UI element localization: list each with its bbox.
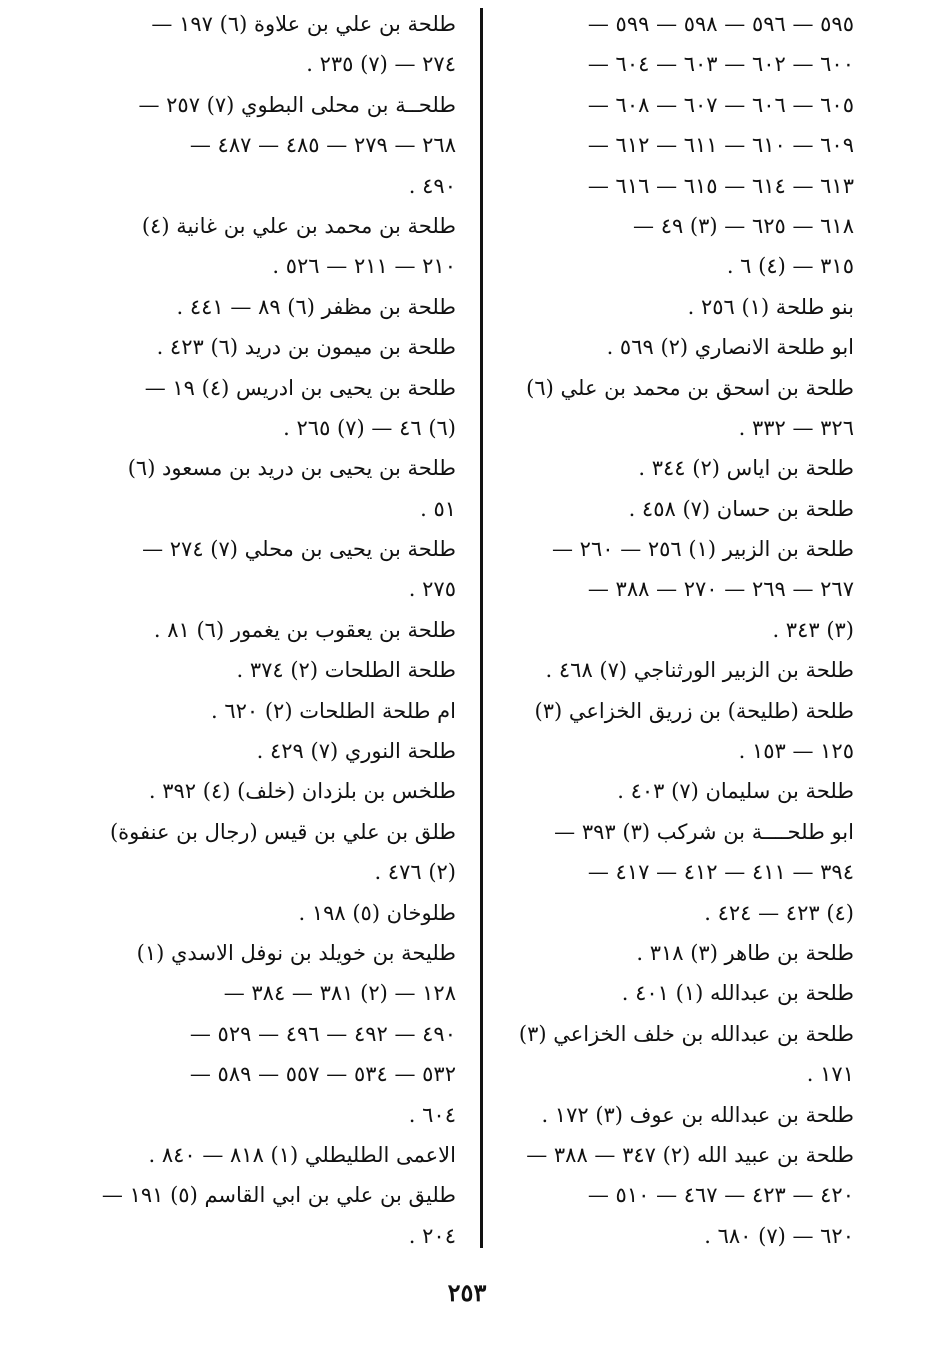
index-line: طلحة بن اسحق بن محمد بن علي (٦) <box>526 375 854 400</box>
index-line: (٤) ٤٢٣ — ٤٢٤ . <box>704 900 854 925</box>
index-line: ابو طلحــــة بن شركب (٣) ٣٩٣ — <box>554 819 854 844</box>
index-line: طلحة بن علي بن علاوة (٦) ١٩٧ — <box>151 12 456 36</box>
column-divider <box>480 8 483 1248</box>
index-line: طلحة بن سليمان (٧) ٤٠٣ . <box>617 779 854 804</box>
index-line: ٢٧٥ . <box>408 577 456 602</box>
index-line: طلحــة بن محلى البطوي (٧) ٢٥٧ — <box>138 92 456 117</box>
index-line: بنو طلحة (١) ٢٥٦ . <box>687 294 854 319</box>
index-line: ٤٢٠ — ٤٢٣ — ٤٦٧ — ٥١٠ — <box>587 1183 854 1208</box>
index-line: ٣١٥ — (٤) ٦ . <box>726 254 854 279</box>
index-line: طلحة بن يحيى بن دريد بن مسعود (٦) <box>127 456 456 481</box>
index-line: ابو طلحة الانصاري (٢) ٥٦٩ . <box>606 335 854 360</box>
index-line: طلحة بن عبيد الله (٢) ٣٤٧ — ٣٨٨ — <box>526 1142 854 1167</box>
index-line: طلحة بن يعقوب بن يغمور (٦) ٨١ . <box>153 617 456 642</box>
index-line: ٦٢٠ — (٧) ٦٨٠ . <box>704 1223 854 1248</box>
index-line: ٢٧٤ — (٧) ٢٣٥ . <box>306 52 456 77</box>
index-line: طلحة الطلحات (٢) ٣٧٤ . <box>236 658 456 683</box>
index-line: ٤٩٠ — ٤٩٢ — ٤٩٦ — ٥٢٩ — <box>189 1021 456 1046</box>
index-line: ٦٠٥ — ٦٠٦ — ٦٠٧ — ٦٠٨ — <box>587 92 854 117</box>
index-line: ١٢٥ — ١٥٣ . <box>738 739 854 764</box>
index-line: طلحة بن عبدالله (١) ٤٠١ . <box>621 981 854 1006</box>
index-line: طلحة بن الزبير (١) ٢٥٦ — ٢٦٠ — <box>551 537 854 562</box>
index-line: (٣) ٣٤٣ . <box>772 617 854 642</box>
index-line: ٣٢٦ — ٣٣٢ . <box>738 415 854 440</box>
index-line: طلخس بن بلزدان (خلف) (٤) ٣٩٢ . <box>148 779 456 804</box>
index-line: ١٢٨ — (٢) ٣٨١ — ٣٨٤ — <box>223 981 456 1006</box>
index-line: ٦١٣ — ٦١٤ — ٦١٥ — ٦١٦ — <box>587 173 854 198</box>
index-line: طلحة بن حسان (٧) ٤٥٨ . <box>628 496 854 521</box>
right-index-column <box>484 4 854 1256</box>
index-line: طلحة (طليحة) بن زريق الخزاعي (٣) <box>534 698 854 723</box>
index-line: الاعمى الطليطلي (١) ٨١٨ — ٨٤٠ . <box>148 1142 456 1167</box>
index-line: ٥٩٥ — ٥٩٦ — ٥٩٨ — ٥٩٩ — <box>587 12 854 36</box>
left-index-column <box>86 4 456 1256</box>
index-line: طلحة النوري (٧) ٤٢٩ . <box>256 739 456 764</box>
index-line: طلحة بن يحيى بن ادريس (٤) ١٩ — <box>144 375 456 400</box>
index-line: ام طلحة الطلحات (٢) ٦٢٠ . <box>210 698 456 723</box>
index-line: ٦٠٩ — ٦١٠ — ٦١١ — ٦١٢ — <box>587 133 854 158</box>
index-line: ٢٦٧ — ٢٦٩ — ٢٧٠ — ٣٨٨ — <box>587 577 854 602</box>
index-line: طلحة بن اياس (٢) ٣٤٤ . <box>638 456 854 481</box>
index-line: طلحة بن الزبير الورثناجي (٧) ٤٦٨ . <box>545 658 854 683</box>
index-line: ٢١٠ — ٢١١ — ٥٢٦ . <box>272 254 456 279</box>
index-line: طلحة بن طاهر (٣) ٣١٨ . <box>636 940 854 965</box>
index-line: طلحة بن ميمون بن دريد (٦) ٤٢٣ . <box>156 335 456 360</box>
index-line: طلق بن علي بن قيس (رجال بن عنفوة) <box>109 819 456 844</box>
index-line: ٥١ . <box>420 496 456 521</box>
index-line: طليحة بن خويلد بن نوفل الاسدي (١) <box>136 940 456 965</box>
index-line: ٦٠٠ — ٦٠٢ — ٦٠٣ — ٦٠٤ — <box>587 52 854 77</box>
index-line: ٢٠٤ . <box>408 1223 456 1248</box>
index-line: ٣٩٤ — ٤١١ — ٤١٢ — ٤١٧ — <box>587 860 854 885</box>
index-line: طلحة بن عبدالله بن عوف (٣) ١٧٢ . <box>541 1102 854 1127</box>
index-line: ٢٦٨ — ٢٧٩ — ٤٨٥ — ٤٨٧ — <box>189 133 456 158</box>
index-line: ٥٣٢ — ٥٣٤ — ٥٥٧ — ٥٨٩ — <box>189 1062 456 1087</box>
index-line: طليق بن علي بن ابي القاسم (٥) ١٩١ — <box>101 1183 456 1208</box>
page-number: ٢٥٣ <box>447 1278 487 1307</box>
index-line: ٦٠٤ . <box>408 1102 456 1127</box>
index-line: طلحة بن عبدالله بن خلف الخزاعي (٣) <box>518 1021 854 1046</box>
index-line: طلحة بن يحيى بن محلي (٧) ٢٧٤ — <box>142 537 456 562</box>
index-line: ١٧١ . <box>806 1062 854 1087</box>
index-line: طلحة بن مظفر (٦) ٨٩ — ٤٤١ . <box>176 294 456 319</box>
index-line: طلوخان (٥) ١٩٨ . <box>298 900 456 925</box>
index-line: طلحة بن محمد بن علي بن غانية (٤) <box>141 213 456 238</box>
index-line: (٦) ٤٦ — (٧) ٢٦٥ . <box>283 415 456 440</box>
index-line: (٢) ٤٧٦ . <box>374 860 456 885</box>
index-line: ٦١٨ — ٦٢٥ — (٣) ٤٩ — <box>633 213 854 238</box>
index-line: ٤٩٠ . <box>408 173 456 198</box>
